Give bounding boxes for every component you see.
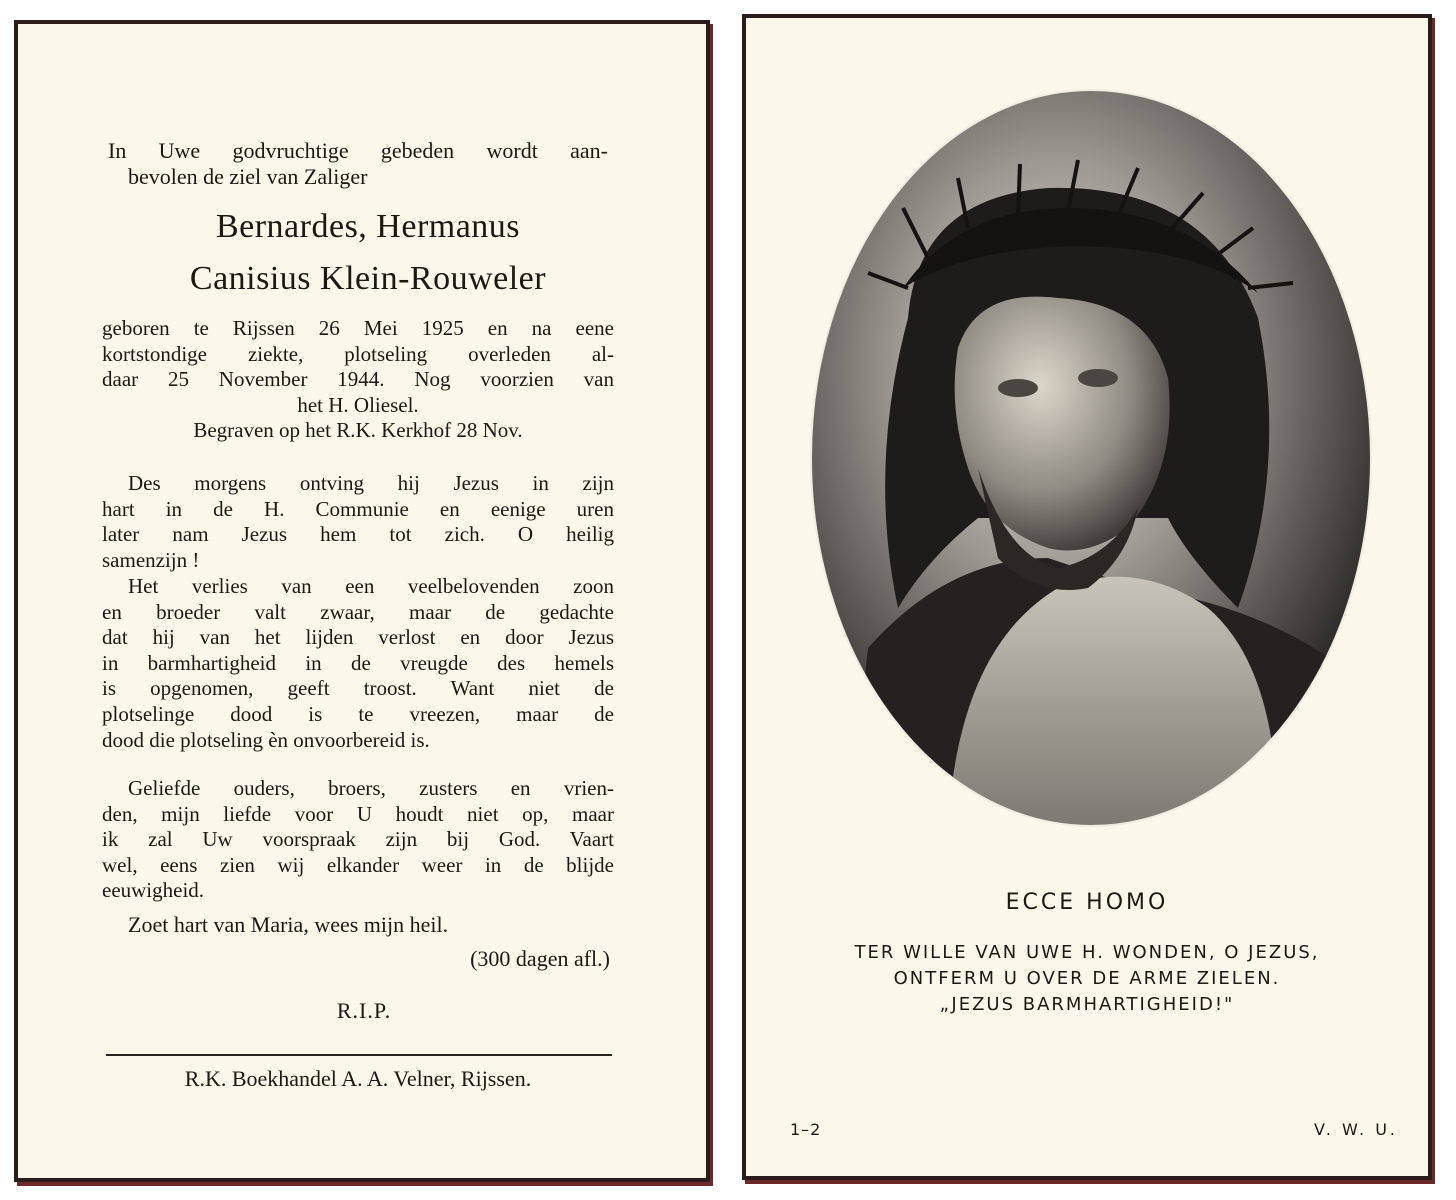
print-code-left: 1–2 bbox=[790, 1120, 822, 1139]
text-line: in barmhartigheid in de vreugde des hemels bbox=[102, 650, 614, 675]
communion-paragraph bbox=[102, 471, 614, 573]
text-line: hart in de H. Communie en eenige uren bbox=[102, 496, 614, 521]
publisher-line: R.K. Boekhandel A. A. Velner, Rijssen. bbox=[184, 1066, 532, 1091]
farewell-paragraph bbox=[102, 776, 614, 904]
ecce-homo-portrait bbox=[808, 88, 1374, 828]
text-line: Het verlies van een veelbelovenden zoon bbox=[128, 574, 614, 598]
caption-line: „JEZUS BARMHARTIGHEID!" bbox=[939, 994, 1235, 1015]
intro-text bbox=[108, 138, 608, 190]
memorial-card-text-side bbox=[14, 20, 710, 1182]
text-line: wel, eens zien wij elkander weer in de blijde bbox=[102, 852, 614, 877]
text-line: daar 25 November 1944. Nog voorzien van bbox=[102, 367, 614, 392]
caption-title: ECCE HOMO bbox=[1005, 890, 1169, 915]
text-line: dood die plotseling èn onvoorbereid is. bbox=[102, 727, 430, 752]
intro-line: bevolen de ziel van Zaliger bbox=[128, 164, 368, 189]
text-line: is opgenomen, geeft troost. Want niet de bbox=[102, 676, 614, 701]
print-code-right: V. W. U. bbox=[1313, 1120, 1398, 1139]
birth-death-paragraph bbox=[102, 316, 614, 444]
divider-rule bbox=[106, 1054, 612, 1056]
text-line: geboren te Rijssen 26 Mei 1925 en na eene bbox=[102, 316, 614, 340]
rip-text: R.I.P. bbox=[336, 998, 392, 1023]
text-line: samenzijn ! bbox=[102, 547, 200, 572]
prayer-line: Zoet hart van Maria, wees mijn heil. bbox=[128, 912, 449, 937]
text-line: eeuwigheid. bbox=[102, 878, 205, 903]
text-line: dat hij van het lijden verlost en door Jezus bbox=[102, 625, 614, 650]
text-line: het H. Oliesel. bbox=[297, 392, 419, 417]
text-line: Geliefde ouders, broers, zusters en vrien- bbox=[128, 776, 614, 800]
consolation-paragraph bbox=[102, 574, 614, 753]
memorial-card-image-side bbox=[742, 14, 1432, 1180]
caption-line: ONTFERM U OVER DE ARME ZIELEN. bbox=[893, 968, 1281, 989]
text-line: kortstondige ziekte, plotseling overleden al- bbox=[102, 341, 614, 366]
intro-line: In Uwe godvruchtige gebeden wordt aan- bbox=[108, 138, 608, 163]
indulgence-note: (300 dagen afl.) bbox=[470, 946, 610, 971]
deceased-name-line-1: Bernardes, Hermanus bbox=[215, 208, 521, 245]
text-line: en broeder valt zwaar, maar de gedachte bbox=[102, 599, 614, 624]
text-line: den, mijn liefde voor U houdt niet op, maar bbox=[102, 801, 614, 826]
text-line: later nam Jezus hem tot zich. O heilig bbox=[102, 522, 614, 547]
deceased-name-line-2: Canisius Klein-Rouweler bbox=[189, 260, 547, 297]
caption-line: TER WILLE VAN UWE H. WONDEN, O JEZUS, bbox=[854, 942, 1320, 963]
text-line: Des morgens ontving hij Jezus in zijn bbox=[128, 471, 614, 495]
text-line: Begraven op het R.K. Kerkhof 28 Nov. bbox=[193, 418, 523, 443]
text-line: ik zal Uw voorspraak zijn bij God. Vaart bbox=[102, 827, 614, 852]
text-line: plotselinge dood is te vreezen, maar de bbox=[102, 701, 614, 726]
